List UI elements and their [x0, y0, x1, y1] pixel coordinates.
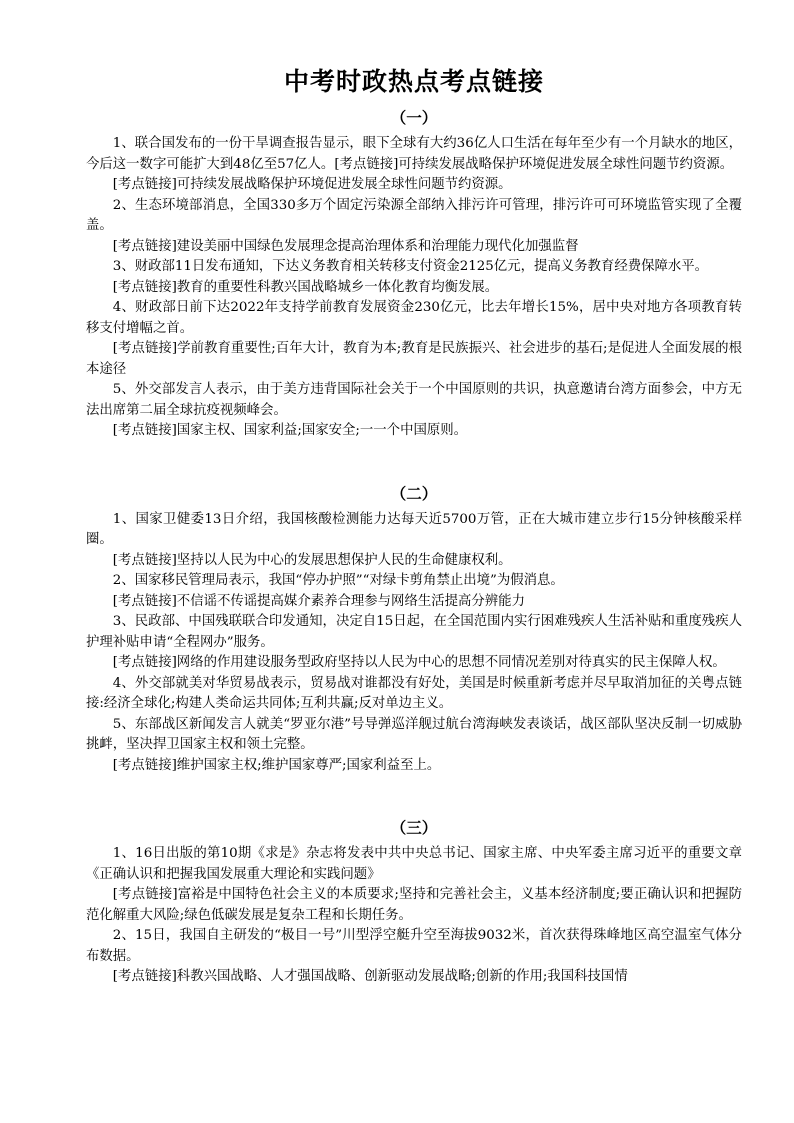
section-spacer	[86, 776, 742, 818]
news-item: 1、16日出版的第10期《求是》杂志将发表中共中央总书记、国家主席、中央军委主席习近平的重要文章《正确认识和把握我国发展重大理论和实践问题》	[86, 846, 742, 882]
section-heading: （三）	[390, 819, 438, 837]
exam-point-link: [考点链接]网络的作用建设服务型政府坚持以人民为中心的思想不同情况差别对待真实的民主保障人权。	[112, 655, 726, 670]
news-item: 5、外交部发言人表示，由于美方违背国际社会关于一个中国原则的共识，执意邀请台湾方面参会，中方无法出席第二届全球抗疫视频峰会。	[86, 382, 742, 418]
exam-point-link: [考点链接]可持续发展战略保护环境促进发展全球性问题节约资源。	[112, 177, 512, 192]
section-1	[86, 108, 742, 442]
page-title: 中考时政热点考点链接	[283, 67, 544, 96]
section-heading: （二）	[390, 484, 438, 503]
exam-point-link: [考点链接]教育的重要性科教兴国战略城乡一体化教育均衡发展。	[112, 279, 499, 295]
exam-point-link: [考点链接]维护国家主权;维护国家尊严;国家利益至上。	[112, 757, 441, 773]
exam-point-link: [考点链接]建设美丽中国绿色发展理念提高治理体系和治理能力现代化加强监督	[112, 238, 579, 254]
news-item: 3、财政部11日发布通知，下达义务教育相关转移支付资金2125亿元，提高义务教育经费保障水平。	[112, 259, 709, 274]
exam-point-link: [考点链接]科教兴国战略、人才强国战略、创新驱动发展战略;创新的作用;我国科技国情	[112, 969, 628, 984]
exam-point-link: [考点链接]富裕是中国特色社会主义的本质要求;坚持和完善社会主，义基本经济制度;要正确认识和把握防范化解重大风险;绿色低碳发展是复杂工程和长期任务。	[86, 887, 742, 923]
document-page	[86, 62, 742, 988]
news-item: 2、国家移民管理局表示，我国“停办护照”“对绿卡剪角禁止出境”为假消息。	[112, 573, 564, 588]
news-item: 5、东部战区新闻发言人就美“罗亚尔港”号导弹巡洋舰过航台湾海峡发表谈话，战区部队坚决反制一切威胁挑衅，坚决捍卫国家主权和领土完整。	[86, 716, 742, 752]
exam-point-link: [考点链接]坚持以人民为中心的发展思想保护人民的生命健康权利。	[112, 552, 512, 568]
section-2	[86, 484, 742, 777]
news-item: 2、15日，我国自主研发的“极目一号”川型浮空艇升空至海拔9032米，首次获得珠峰地区高空温室气体分布数据。	[86, 928, 742, 964]
news-item: 2、生态环境部消息，全国330多万个固定污染源全部纳入排污许可管理，排污许可可环境监管实现了全覆盖。	[86, 197, 742, 233]
news-item: 4、财政部日前下达2022年支持学前教育发展资金230亿元，比去年增长15%，居中央对地方各项教育转移支付增幅之首。	[86, 300, 742, 336]
section-3	[86, 818, 742, 988]
news-item: 1、国家卫健委13日介绍，我国核酸检测能力达每天近5700万管，正在大城市建立步行15分钟核酸采样圈。	[86, 511, 742, 547]
section-spacer	[86, 442, 742, 484]
news-item: 4、外交部就美对华贸易战表示，贸易战对谁都没有好处，美国是时候重新考虑并尽早取消加征的关粤点链接:经济全球化;构建人类命运共同体;互利共赢;反对单边主义。	[86, 675, 742, 711]
news-item: 3、民政部、中国残联联合印发通知，决定自15日起，在全国范围内实行困难残疾人生活补贴和重度残疾人护理补贴申请“全程网办”服务。	[86, 614, 742, 650]
exam-point-link: [考点链接]不信谣不传谣提高媒介素养合理参与网络生活提高分辨能力	[112, 593, 525, 609]
exam-point-link: [考点链接]学前教育重要性;百年大计，教育为本;教育是民族振兴、社会进步的基石;是促进人全面发展的根本途径	[86, 341, 742, 377]
news-item: 1、联合国发布的一份干旱调查报告显示，眼下全球有大约36亿人口生活在每年至少有一个月缺水的地区，今后这一数字可能扩大到48亿至57亿人。[考点链接]可持续发展战略保护环境促进发展全球性问题节约资源。	[86, 136, 742, 172]
exam-point-link: [考点链接]国家主权、国家利益;国家安全;一一个中国原则。	[112, 423, 468, 438]
section-heading: （一）	[390, 109, 438, 127]
